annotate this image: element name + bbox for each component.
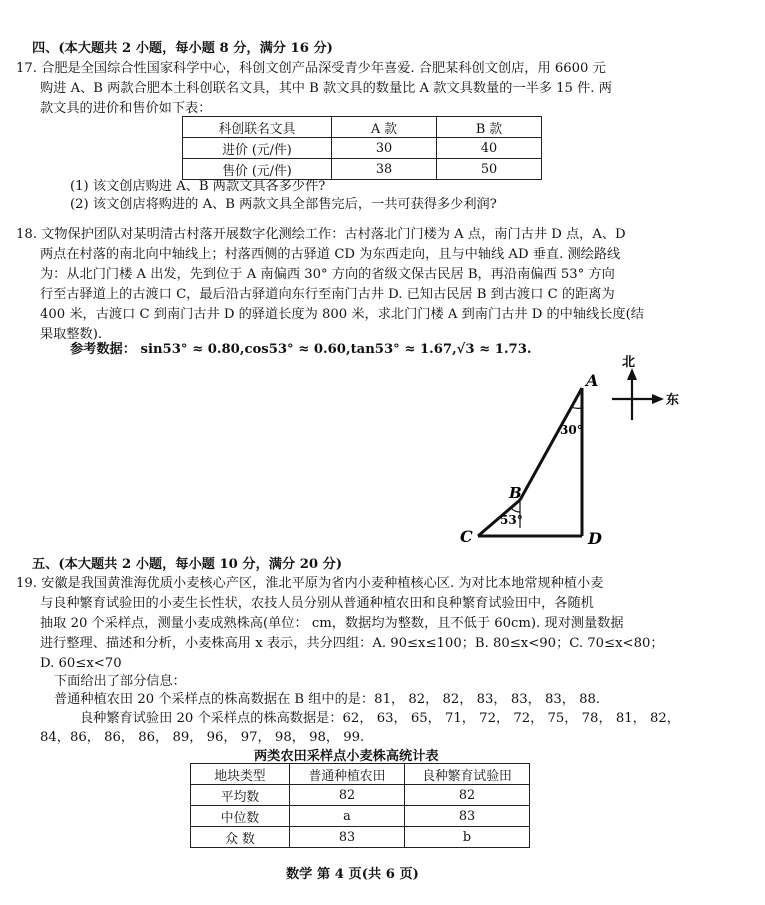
page-footer: 数学 第 4 页(共 6 页) [286, 867, 419, 882]
q17-part-1: (1) 该文创店购进 A、B 两款文具各多少件? [70, 179, 326, 194]
point-a-label: A [586, 371, 599, 390]
table-header-cell: 地块类型 [191, 764, 290, 785]
table-row [191, 785, 530, 806]
compass-icon [612, 368, 664, 420]
table-header-cell: 良种繁育试验田 [405, 764, 530, 785]
q19-line-3: 抽取 20 个采样点，测量小麦成熟株高(单位： cm，数据均为整数，且不低于 60cm). 现对测量数据 [40, 616, 624, 631]
q19-line-5: D. 60≤x<70 [40, 656, 122, 671]
q19-line-8: 良种繁育试验田 20 个采样点的株高数据是：62， 63， 65， 71， 72， 72， 75， 78， 81， 82， [80, 711, 680, 726]
table-cell: 进价 (元/件) [183, 138, 332, 159]
q19-line-2: 与良种繁育试验田的小麦生长性状，农技人员分别从普通种植农田和良种繁育试验田中，各随机 [40, 596, 594, 611]
angle-b-label: 53° [500, 513, 523, 527]
table-cell: 30 [332, 138, 437, 159]
table-cell: 83 [290, 827, 405, 848]
q17-line-2: 购进 A、B 两款合肥本土科创联名文具，其中 B 款文具的数量比 A 款文具数量的一半多 15 件. 两 [40, 81, 612, 96]
section5-heading: 五、(本大题共 2 小题，每小题 10 分，满分 20 分) [32, 557, 343, 572]
table-cell: 40 [437, 138, 542, 159]
section4-heading: 四、(本大题共 2 小题，每小题 8 分，满分 16 分) [32, 41, 333, 56]
table-cell: 50 [437, 159, 542, 180]
compass-east-label: 东 [666, 393, 680, 408]
table-header-row [191, 764, 530, 785]
table-header-cell: 普通种植农田 [290, 764, 405, 785]
point-d-label: D [588, 529, 602, 548]
compass-north-label: 北 [622, 355, 636, 370]
table-row [191, 806, 530, 827]
angle-a-arc [571, 407, 582, 408]
q19-stats-table [190, 763, 530, 848]
q18-triangle-figure [450, 350, 690, 555]
table-cell: 众 数 [191, 827, 290, 848]
q17-line-1: 17. 合肥是全国综合性国家科学中心，科创文创产品深受青少年喜爱. 合肥某科创文创店，用 6600 元 [16, 61, 606, 76]
table-cell: 中位数 [191, 806, 290, 827]
q18-line-6: 果取整数). [40, 327, 103, 342]
table-row [183, 138, 542, 159]
table-row [183, 159, 542, 180]
table-cell: a [290, 806, 405, 827]
q17-part-2: (2) 该文创店将购进的 A、B 两款文具全部售完后，一共可获得多少利润? [70, 197, 497, 212]
q17-line-3: 款文具的进价和售价如下表： [40, 101, 212, 116]
point-b-label: B [509, 484, 522, 502]
q18-line-3: 为：从北门门楼 A 出发，先到位于 A 南偏西 30° 方向的省级文保古民居 B，再沿南偏西 53° 方向 [40, 267, 615, 282]
table-row [191, 827, 530, 848]
table-header-cell: 科创联名文具 [183, 117, 332, 138]
table-cell: 82 [405, 785, 530, 806]
q19-table-title: 两类农田采样点小麦株高统计表 [254, 749, 439, 764]
table-cell: 82 [290, 785, 405, 806]
q18-line-2: 两点在村落的南北向中轴线上；村落西侧的古驿道 CD 为东西走向，且与中轴线 AD 垂直. 测绘路线 [40, 247, 621, 262]
q17-price-table [182, 116, 542, 180]
q18-line-5: 400 米，古渡口 C 到南门古井 D 的驿道长度为 800 米，求北门门楼 A 到南门古井 D 的中轴线长度(结 [40, 307, 644, 322]
q19-line-6: 下面给出了部分信息： [54, 674, 186, 689]
q19-line-1: 19. 安徽是我国黄淮海优质小麦核心产区，淮北平原为省内小麦种植核心区. 为对比本地常规种植小麦 [16, 576, 604, 591]
table-cell: 售价 (元/件) [183, 159, 332, 180]
segment-ab [520, 388, 582, 500]
table-cell: b [405, 827, 530, 848]
table-cell: 平均数 [191, 785, 290, 806]
table-cell: 83 [405, 806, 530, 827]
q19-line-7: 普通种植农田 20 个采样点的株高数据在 B 组中的是：81， 82， 82， 83， 83， 83， 88. [54, 692, 601, 707]
table-header-cell: A 款 [332, 117, 437, 138]
point-c-label: C [460, 527, 473, 546]
table-header-cell: B 款 [437, 117, 542, 138]
q19-line-9: 84，86， 86， 86， 89， 96， 97， 98， 98， 99. [40, 730, 365, 745]
q18-line-1: 18. 文物保护团队对某明清古村落开展数字化测绘工作：古村落北门门楼为 A 点，南门古井 D 点，A、D [16, 227, 626, 242]
table-header-row [183, 117, 542, 138]
q18-line-4: 行至古驿道上的古渡口 C，最后沿古驿道向东行至南门古井 D. 已知古民居 B 到古渡口 C 的距离为 [40, 287, 615, 302]
angle-a-label: 30° [560, 423, 583, 437]
angle-b-arc [511, 508, 520, 512]
q19-line-4: 进行整理、描述和分析，小麦株高用 x 表示，共分四组：A. 90≤x≤100；B. 80≤x<90；C. 70≤x<80； [40, 636, 664, 651]
q18-reference-data: 参考数据： sin53° ≈ 0.80,cos53° ≈ 0.60,tan53° ≈ 1.67,√3 ≈ 1.73. [70, 342, 532, 357]
table-cell: 38 [332, 159, 437, 180]
east-arrow-icon [652, 394, 664, 404]
